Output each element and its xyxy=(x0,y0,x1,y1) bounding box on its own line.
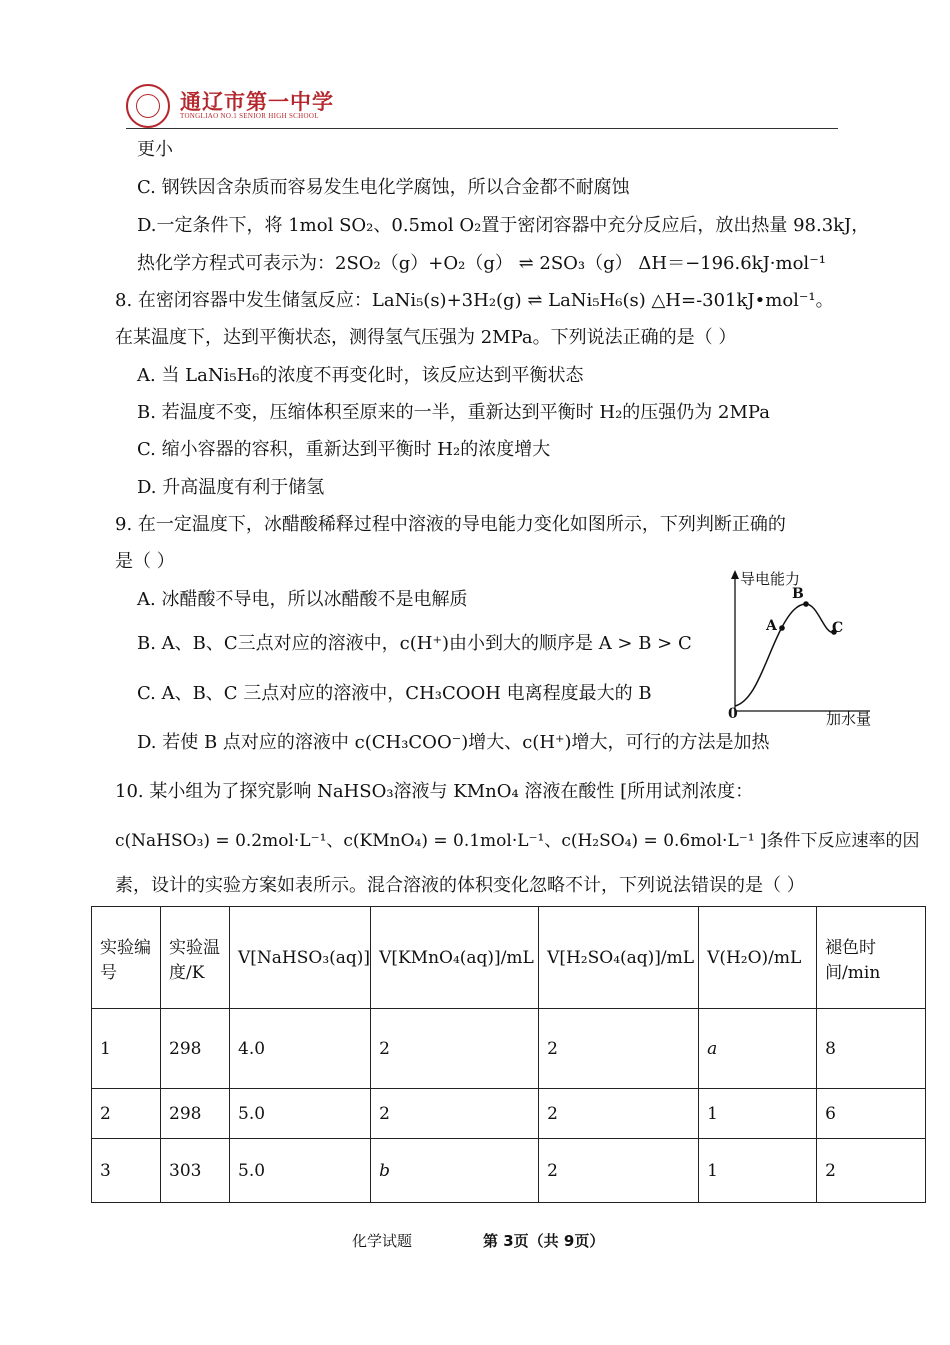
q8-option-c: C. 缩小容器的容积，重新达到平衡时 H₂的浓度增大 xyxy=(137,439,551,460)
q8-option-b: B. 若温度不变，压缩体积至原来的一半，重新达到平衡时 H₂的压强仍为 2MPa xyxy=(137,402,770,423)
table-cell: 298 xyxy=(161,1009,230,1089)
experiment-table xyxy=(91,906,926,1203)
q8-option-a: A. 当 LaNi₅H₆的浓度不再变化时，该反应达到平衡状态 xyxy=(137,365,584,386)
q7-continuation: 更小 xyxy=(137,139,173,160)
footer-page-number: 第 3页（共 9页） xyxy=(483,1232,605,1250)
q9-option-d: D. 若使 B 点对应的溶液中 c(CH₃COO⁻)增大、c(H⁺)增大，可行的方法是加热 xyxy=(137,732,770,753)
graph-point-c-label: C xyxy=(832,620,844,636)
q8-stem-line2: 在某温度下，达到平衡状态，测得氢气压强为 2MPa。下列说法正确的是（ ） xyxy=(115,327,737,348)
graph-y-arrow xyxy=(731,570,739,579)
graph-point-a-label: A xyxy=(766,618,777,634)
q9-option-a: A. 冰醋酸不导电，所以冰醋酸不是电解质 xyxy=(137,589,468,610)
table-header-cell: 实验编号 xyxy=(92,907,161,1009)
q9-option-c: C. A、B、C 三点对应的溶液中，CH₃COOH 电离程度最大的 B xyxy=(137,683,652,704)
table-cell: 2 xyxy=(817,1139,926,1203)
table-cell: 2 xyxy=(371,1089,539,1139)
school-name-en: TONGLIAO NO.1 SENIOR HIGH SCHOOL xyxy=(180,112,319,120)
table-cell: 303 xyxy=(161,1139,230,1203)
q10-stem-line1: 10. 某小组为了探究影响 NaHSO₃溶液与 KMnO₄ 溶液在酸性 [所用试剂浓度： xyxy=(115,781,754,802)
school-name: 通辽市第一中学 xyxy=(180,90,334,114)
table-cell: 1 xyxy=(699,1139,817,1203)
table-header-cell: 实验温度/K xyxy=(161,907,230,1009)
table-cell: 2 xyxy=(539,1139,699,1203)
table-row xyxy=(92,1139,926,1203)
table-cell: 2 xyxy=(92,1089,161,1139)
point-a-marker xyxy=(779,625,785,631)
conductivity-graph xyxy=(720,566,890,731)
graph-y-label: 导电能力 xyxy=(740,570,801,588)
table-cell: 2 xyxy=(539,1009,699,1089)
table-cell: 2 xyxy=(371,1009,539,1089)
footer-subject: 化学试题 xyxy=(352,1232,413,1250)
graph-x-label: 加水量 xyxy=(826,710,872,728)
school-logo xyxy=(126,84,170,128)
table-header-cell: 褪色时间/min xyxy=(817,907,926,1009)
graph-origin-label: 0 xyxy=(728,706,738,722)
table-header-cell: V[H₂SO₄(aq)]/mL xyxy=(539,907,699,1009)
q9-option-b: B. A、B、C三点对应的溶液中，c(H⁺)由小到大的顺序是 A > B > C xyxy=(137,633,692,654)
q9-stem-line1: 9. 在一定温度下，冰醋酸稀释过程中溶液的导电能力变化如图所示，下列判断正确的 xyxy=(115,514,786,535)
table-cell: b xyxy=(371,1139,539,1203)
table-cell: 3 xyxy=(92,1139,161,1203)
point-b-marker xyxy=(803,601,809,607)
table-cell: 4.0 xyxy=(230,1009,371,1089)
table-cell: a xyxy=(699,1009,817,1089)
conductivity-curve xyxy=(735,604,834,706)
table-cell: 2 xyxy=(539,1089,699,1139)
q8-option-d: D. 升高温度有利于储氢 xyxy=(137,477,325,498)
table-row xyxy=(92,1009,926,1089)
table-row xyxy=(92,1089,926,1139)
table-header-row xyxy=(92,907,926,1009)
table-cell: 5.0 xyxy=(230,1089,371,1139)
q8-stem-line1: 8. 在密闭容器中发生储氢反应：LaNi₅(s)+3H₂(g) ⇌ LaNi₅H₆(s) △H=-301kJ•mol⁻¹。 xyxy=(115,290,834,311)
q7-option-d-line2: 热化学方程式可表示为：2SO₂（g）+O₂（g） ⇌ 2SO₃（g） ΔH＝−196.6kJ·mol⁻¹ xyxy=(137,253,826,274)
table-header-cell: V[KMnO₄(aq)]/mL xyxy=(371,907,539,1009)
q7-option-d-line1: D.一定条件下，将 1mol SO₂、0.5mol O₂置于密闭容器中充分反应后，放出热量 98.3kJ， xyxy=(137,215,870,236)
table-header-cell: V[NaHSO₃(aq)] xyxy=(230,907,371,1009)
table-cell: 6 xyxy=(817,1089,926,1139)
q9-stem-line2: 是（ ） xyxy=(115,551,175,572)
table-header-cell: V(H₂O)/mL xyxy=(699,907,817,1009)
q10-stem-line2: c(NaHSO₃) = 0.2mol·L⁻¹、c(KMnO₄) = 0.1mol·L⁻¹、c(H₂SO₄) = 0.6mol·L⁻¹ ]条件下反应速率的因 xyxy=(115,831,920,851)
q10-stem-line3: 素，设计的实验方案如表所示。混合溶液的体积变化忽略不计，下列说法错误的是（ ） xyxy=(115,875,805,896)
table-cell: 1 xyxy=(92,1009,161,1089)
header-divider xyxy=(126,128,838,129)
table-cell: 1 xyxy=(699,1089,817,1139)
table-cell: 298 xyxy=(161,1089,230,1139)
q7-option-c: C. 钢铁因含杂质而容易发生电化学腐蚀，所以合金都不耐腐蚀 xyxy=(137,177,630,198)
graph-point-b-label: B xyxy=(792,586,804,602)
table-cell: 8 xyxy=(817,1009,926,1089)
table-cell: 5.0 xyxy=(230,1139,371,1203)
